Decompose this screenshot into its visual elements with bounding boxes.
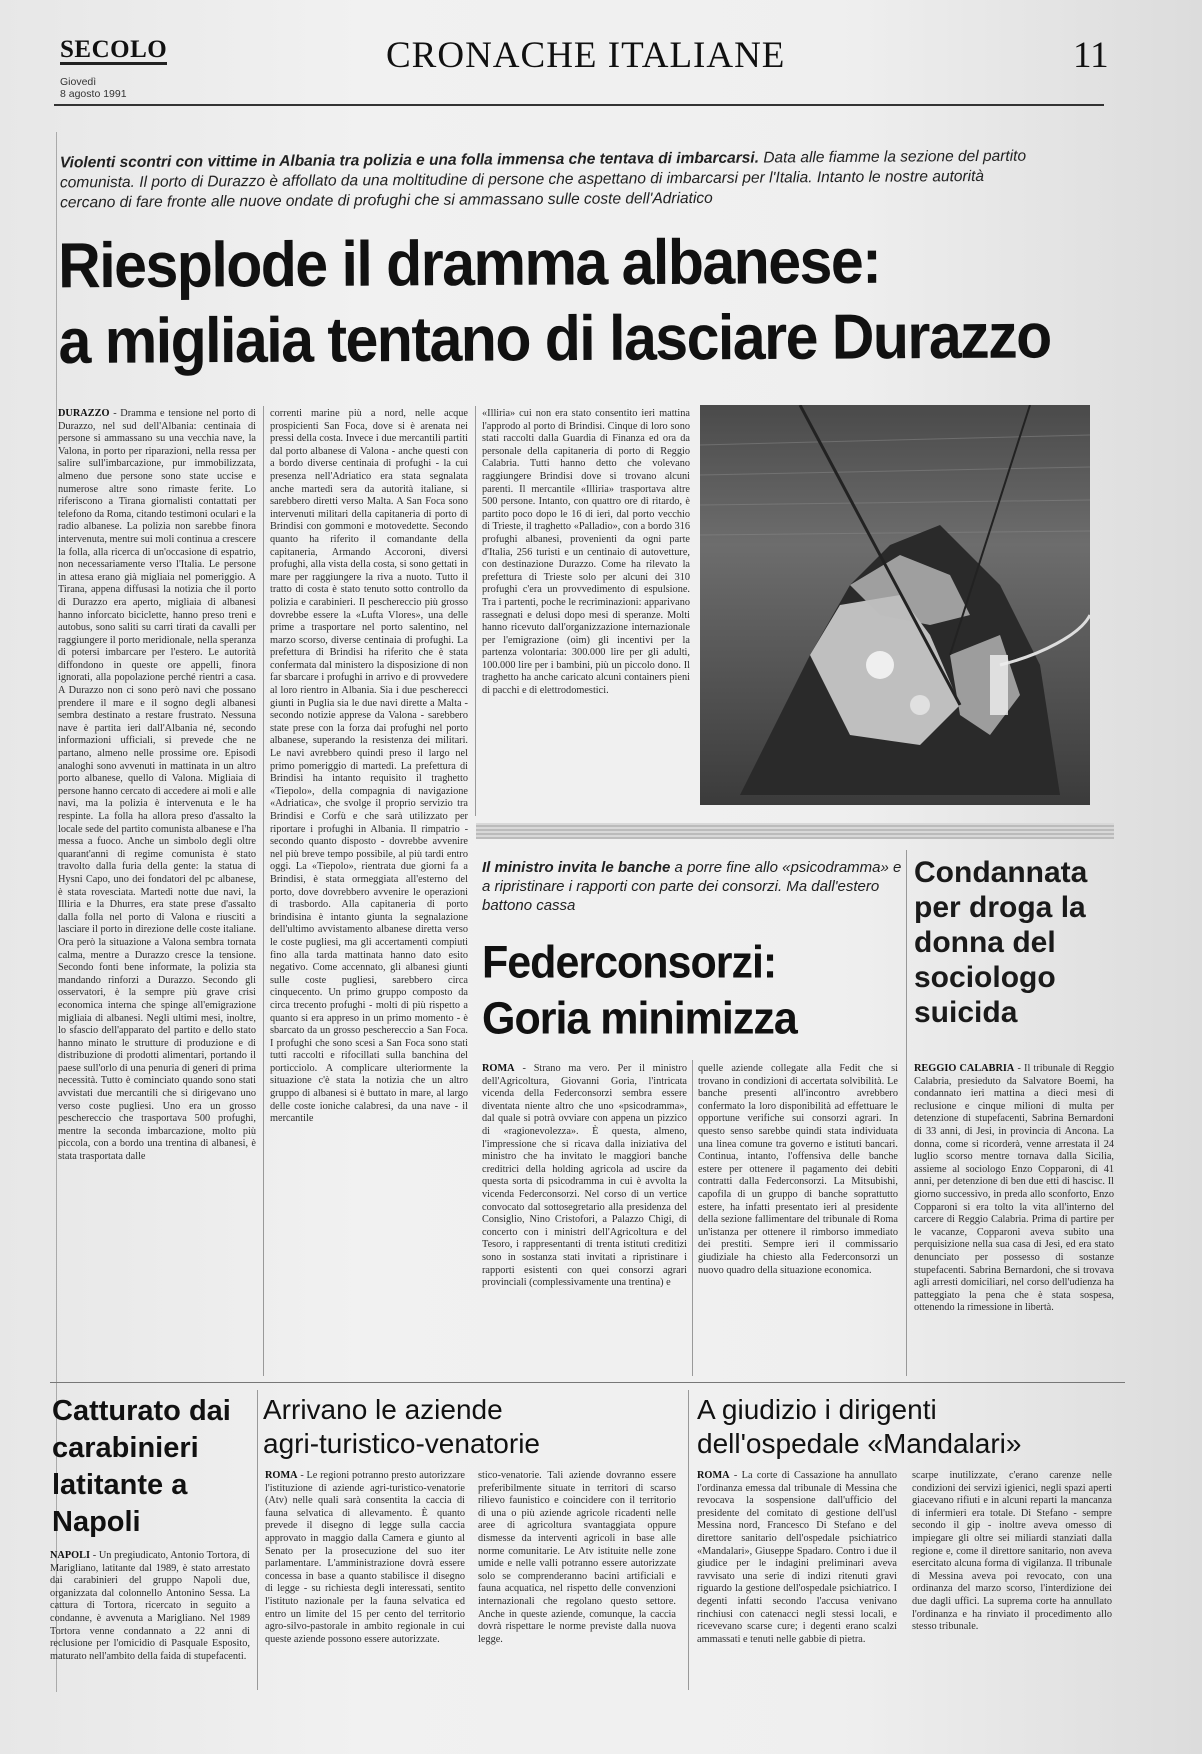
main-article-col3 — [482, 408, 690, 813]
main-col1-text: - Dramma e tensione nel porto di Durazzo, nel sud dell'Albania: centinaia di persone si ammassano su una vecchia nave, la Valona, in porto per riparazioni, nella ressa per salire sull'imbarcazione, pur immobilizzata, almeno due persone sono state uccise e numerose altre sono rimaste ferite. Lo riferiscono a Tirana giornalisti contattati per telefono da Roma, citando testimoni oculari e la radio albanese. La polizia non sarebbe finora intervenuta, mentre sui moli continua a crescere la folla, alla ricerca di un'occasione di espatrio, non necessariamente verso l'Italia. Le persone in attesa erano già migliaia nel pomeriggio. A Tirana, appena diffusasi la notizia che il porto di Durazzo era aperto, migliaia di albanesi hanno inforcato biciclette, hanno preso treni e autobus, sono saliti su carri tirati da cavalli per raggiungere il porto meridionale, nella speranza di potersi imbarcare per l'estero. Le autorità diffondono in queste ore appelli, finora ignorati, alla popolazione perché rientri a casa. A Durazzo non ci sono però navi che possano prendere il mare e il sogno degli albanesi sembra destinato a restare frustrato. Nessuna nave è partita ieri dall'Albania né, secondo informazioni ufficiali, si prevede che ne partano, almeno nelle prossime ore. Episodi analoghi sono avvenuti in mattinata in un altro porto albanese, quello di Valona. Migliaia di persone hanno cercato di accedere ai moli e alle navi, ma la polizia è intervenuta e le ha respinte. La folla ha allora preso d'assalto la locale sede del partito comunista albanese e l'ha messa a fuoco. Anche un simbolo degli oltre quarant'anni di regime comunista è stato travolto dalla furia della gente: la statua di Hysni Capo, uno dei fondatori del pc albanese, è stata rovesciata. Martedì notte due navi, la Illiria e la Dhurres, era state prese d'assalto dalla folla nel porto di Valona e riusciti a lasciare il porto in direzione delle coste italiane. Ora però la situazione a Valona sembra tornata calma, mentre a Durazzo cresce la tensione. Secondo fonti bene informate, la polizia sta mandando rinforzi a Durazzo. Secondo gli osservatori, è la sempre più grave crisi economica interna che spinge all'emigrazione migliaia di albanesi. Negli ultimi mesi, inoltre, lo sfascio dell'apparato del partito e dello stato hanno minato le strutture di produzione e di distribuzione di prodotti alimentari, portando il paese sull'orlo di una penuria di generi di prima necessità. Tutto è cominciato quando sono stati avvistati due mercantili che si dirigevano uno verso coste pugliesi. Uno era un grosso peschereccio che trasportava 500 profughi, mentre la seconda imbarcazione, molto più piccola, con a bordo una trentina di albanesi, è stata trasportata dalle — [58, 408, 256, 1163]
main-article-col2 — [270, 408, 468, 1374]
federconsorzi-kicker — [482, 858, 902, 915]
main-article-col1 — [58, 408, 256, 1374]
mandalari-col2 — [912, 1470, 1112, 1685]
federconsorzi-col2 — [698, 1063, 898, 1375]
federconsorzi-kicker-bold: Il ministro invita le banche — [482, 859, 671, 876]
agrituristiche-dateline: ROMA — [265, 1470, 298, 1481]
federconsorzi-headline — [482, 935, 902, 1047]
mandalari-headline-line2: dell'ospedale «Mandalari» — [697, 1428, 1022, 1459]
condannata-text — [914, 1063, 1114, 1375]
condannata-body: - Il tribunale di Reggio Calabria, presieduto da Salvatore Boemi, ha condannato ieri mattina a dieci mesi di reclusione e cinque milioni di multa per detenzione di stupefacenti, Sabrina Bernardoni di 33 anni, di Jesi, in provincia di Ancona. La donna, come si ricorderà, venne arrestata il 24 luglio scorso mentre tornava dalla Sicilia, assieme al sociologo Enzo Copparoni, di 41 anni, per detenzione di ben due etti di hascisc. Il giorno successivo, in preda allo sconforto, Enzo Copparoni si era tolto la vita all'interno del carcere di Reggio Calabria. Prima di partire per le vacanze, Copparoni aveva subito una perquisizione nella sua casa di Jesi, ed era stato denunciato per possesso di sostanze stupefacenti. Sabrina Bernardoni, che si trovava agli arresti domiciliari, nel corso dell'udienza ha patteggiato la pena che è stata sospesa, ottenendo la rimessione in libertà. — [914, 1063, 1114, 1314]
main-headline-line1: Riesplode il dramma albanese: — [58, 225, 881, 302]
federconsorzi-dateline: ROMA — [482, 1063, 515, 1074]
agrituristiche-headline-line1: Arrivano le aziende — [263, 1394, 503, 1425]
issue-date — [60, 76, 127, 100]
main-col3-text: «Illiria» cui non era stato consentito ieri mattina l'approdo al porto di Brindisi. Cinque di loro sono stati raccolti dalla Guardia di Finanza ed ora da personale della capitaneria di porto di Reggio Calabria. Tutti hanno detto che volevano raggiungere Brindisi dove si trovano alcuni parenti. Il mercantile «Illiria» trasportava altre 500 persone. Intanto, con quattro ore di ritardo, è partito poco dopo le 16 di ieri, dal porto vecchio di Trieste, il traghetto «Palladio», con a bordo 316 profughi albanesi, provenienti da ogni parte d'Italia, 256 turisti e un centinaio di autovetture, con destinazione Durazzo. Come ha rilevato la prefettura di Trieste solo per alcuni dei 310 profughi c'era un provvedimento di espulsione. Tra i partenti, poche le recriminazioni: apparivano rassegnati e delusi dopo mesi di speranze. Molti hanno ricevuto dall'organizzazione internazionale per l'emigrazione (oim) gli incentivi per la partenza volontaria: 300.000 lire per gli adulti, 100.000 lire per i bambini, più un piccolo dono. Il traghetto ha anche caricato alcuni containers pieni di pacchi e di elettrodomestici. — [482, 408, 690, 697]
agrituristiche-headline-line2: agri-turistico-venatorie — [263, 1428, 540, 1459]
column-rule — [906, 850, 907, 1376]
main-kicker — [60, 147, 1040, 214]
mandalari-headline-line1: A giudizio i dirigenti — [697, 1394, 937, 1425]
federconsorzi-kicker-rest: a porre fine allo «psicodramma» e a ripristinare i rapporti con parte dei consorzi. Ma dall'estero battono cassa — [482, 859, 902, 914]
condannata-headline: Condannata per droga la donna del sociologo suicida — [914, 856, 1088, 1029]
column-rule — [263, 406, 264, 1376]
federconsorzi-col2-text: quelle aziende collegate alla Fedit che si trovano in condizioni di accertata solvibilità. Le banche presenti all'incontro avrebbero confermato la loro disponibilità ad effettuare le opportune verifiche sui consorzi agrari. In questo senso sarebbe quindi stata individuata una linea comune tra governo e istituti bancari. Continua, intanto, l'offensiva delle banche estere per ottenere il pagamento dei debiti contratti dalla Federconsorzi. La Mitsubishi, capofila di un gruppo di banche soprattutto estere, ha infatti presentato ieri al presidente della sezione fallimentare del tribunale di Roma un'istanza per ottenere il rimborso immediato dei prestiti. Sempre ieri il commissario giudiziale ha chiesto alla Federconsorzi un nuovo quadro della situazione economica. — [698, 1063, 898, 1276]
column-rule — [688, 1390, 689, 1690]
column-rule — [475, 406, 476, 816]
federconsorzi-col1 — [482, 1063, 687, 1375]
main-kicker-bold: Violenti scontri con vittime in Albania tra polizia e una folla immensa che tentava di imbarcarsi. — [59, 149, 760, 172]
issue-day: Giovedì — [60, 76, 97, 88]
condannata-dateline: REGGIO CALABRIA — [914, 1063, 1015, 1074]
catturato-body: - Un pregiudicato, Antonio Tortora, di Marigliano, latitante dal 1989, è stato arrestato dai carabinieri del gruppo Napoli due, organizzata dal colonnello Antonino Sessa. La cattura di Tortora, ricercato in seguito a condanne, è avvenuta a Marigliano. Nel 1989 Tortora venne condannato a 22 anni di reclusione per l'omicidio di Pasquale Esposito, maturato nell'ambito della faida di stupefacenti. — [50, 1550, 250, 1662]
bottom-band-rule — [50, 1382, 1125, 1383]
page-number: 11 — [1073, 35, 1109, 76]
catturato-dateline: NAPOLI — [50, 1550, 91, 1561]
catturato-headline: Catturato dai carabinieri latitante a Napoli — [52, 1395, 231, 1538]
main-dateline: DURAZZO — [58, 408, 110, 419]
masthead-rule — [54, 104, 1104, 106]
column-rule — [257, 1390, 258, 1690]
main-col2-text: correnti marine più a nord, nelle acque prospicienti San Foca, dove si è arenata nei pressi della costa. Invece i due mercantili partiti dal porto albanese di Valona - anche questi con a bordo diverse centinaia di profughi - la cui presenza nell'Adriatico era stata segnalata anche martedì sera da autorità italiane, si sarebbero diretti verso Malta. A San Foca sono intervenuti militari della capitaneria di porto di Brindisi con gommoni e motovedette. Secondo quanto ha riferito il comandante della capitaneria, Armando Accoroni, diversi profughi, alla vista della costa, si sono gettati in mare per raggiungere la riva a nuoto. Tutto il tratto di costa è stato tenuto sotto controllo da polizia e carabinieri. Il peschereccio più grosso dovrebbe essere la «Lufta Vlores», una delle prime a trasportare nel porto salentino, nel marzo scorso, diverse centinaia di profughi. La prefettura di Brindisi ha riferito che è stata confermata dal ministero la disposizione di non far sbarcare i profughi in arrivo e di provvedere al loro rientro in Albania. Sia i due pescherecci giunti in Puglia sia le due navi dirette a Malta - secondo notizie apprese da Valona - sarebbero state prese con la forza dai profughi nel porto albanese, superando la resistenza dei militari. Le navi avrebbero quindi preso il largo nel primo pomeriggio di martedì. La prefettura di Brindisi ha intanto requisito il traghetto «Tiepolo», della compagnia di navigazione «Adriatica», che svolge il proprio servizio tra Brindisi e Corfù e che sarà utilizzato per riportare i profughi in Albania. Il rimpatrio - secondo quanto disposto - dovrebbe avvenire nel più breve tempo possibile, al più tardi entro oggi. La «Tiepolo», rientrata due giorni fa a Brindisi, è stata ormeggiata all'esterno del porto, dove dovrebbero avvenire le operazioni di trasbordo. Alla capitaneria di porto brindisina è intanto giunta la segnalazione dell'ultimo avvistamento albanese diretta verso le coste pugliesi, ma gli accertamenti compiuti fino alla tarda mattinata hanno dato esito negativo. Come accennato, gli albanesi giunti sulle coste pugliesi, sarebbero circa cinquecento. Un primo gruppo composto da circa trecento profughi - molti di più rispetto a quanto si era appreso in un primo momento - è sbarcato da un grosso peschereccio a San Foca. I profughi che sono scesi a San Foca sono stati tutti raccolti e rifocillati sulla banchina del porticciolo. A complicare ulteriormente la situazione c'è stata la notizia che un altro gruppo di albanesi si è buttato in mare, al largo delle coste ioniche calabresi, da una nave - il mercantile — [270, 408, 468, 1125]
photo-image — [700, 405, 1090, 805]
mandalari-col2-text: scarpe inutilizzate, c'erano carenze nelle condizioni dei servizi igienici, negli spazi aperti giacevano rifiuti e in alcuni reparti la mancanza di infermieri era totale. Di Stefano - sempre secondo il gip - inoltre aveva omesso di impiegare gli oltre sei miliardi stanziati dalla regione e, come il direttore sanitario, non aveva esercitato alcuna forma di vigilanza. Il tribunale di Messina aveva poi revocato, con una ordinanza del marzo scorso, l'interdizione dei due dagli uffici. La suprema corte ha annullato l'ordinanza e ha rinviato il procedimento allo stesso tribunale. — [912, 1470, 1112, 1633]
agrituristiche-col1 — [265, 1470, 465, 1685]
issue-date-text: 8 agosto 1991 — [60, 88, 127, 100]
mandalari-dateline: ROMA — [697, 1470, 730, 1481]
federconsorzi-headline-line2: Goria minimizza — [482, 993, 797, 1045]
agrituristiche-col2-text: stico-venatorie. Tali aziende dovranno essere preferibilmente situate in territori di scarso rilievo faunistico e coincidere con il territorio di una o più aziende agricole ricadenti nelle aree di agricoltura svantaggiata oppure dismesse da interventi agricoli in base alle norme comunitarie. Le Atv istituite nelle zone umide e nelle valli potranno essere autorizzate solo se comprenderanno bacini artificiali e fauna acquatica, nel rispetto delle convenzioni internazionali che regolano questo settore. Anche in queste aziende, comunque, la caccia dovrà rispettare le norme previste dalla nuova legge. — [478, 1470, 676, 1645]
agrituristiche-col1-text: - Le regioni potranno presto autorizzare l'istituzione di aziende agri-turistico-venatorie (Atv) nelle quali sarà consentita la caccia di fauna selvatica di allevamento. È quanto prevede il disegno di legge sulla caccia approvato in maggio dalla Camera e giunto al Senato per la prosecuzione del suo iter parlamentare. L'amministrazione dovrà essere concessa in base a quanto stabilisce il disegno di legge - su richiesta degli interessati, sentito l'istituto nazionale per la fauna selvatica ed entro un limite del 15 per cento del territorio agro-silvo-pastorale in ambito regionale in cui queste aziende possono essere autorizzate. — [265, 1470, 465, 1645]
mandalari-headline — [697, 1393, 1117, 1461]
catturato-text — [50, 1550, 250, 1685]
federconsorzi-col1-text: - Strano ma vero. Per il ministro dell'Agricoltura, Giovanni Goria, l'intricata vicenda della Federconsorzi sembra essere diventata niente altro che uno «psicodramma», dal quale si potrà ovviare con appena un pizzico di «ragionevolezza». È questa, almeno, l'impressione che si ricava dalla iniziativa del ministro che ha invitato le maggiori banche creditrici della holding agricola ad uscire da questa sorta di psicodramma in cui è avvolta la vicenda Federconsorzi. Nel corso di un vertice convocato dal sottosegretario alla presidenza del Consiglio, Nino Cristofori, a Palazzo Chigi, di concerto con i ministri dell'Agricoltura e del Tesoro, i rappresentanti di trenta istituti creditizi sono in sostanza stati invitati a ripristinare i rapporti esistenti con quei consorzi agrari provinciali (complessivamente una trentina) e — [482, 1063, 687, 1289]
federconsorzi-headline-line1: Federconsorzi: — [482, 937, 777, 988]
main-kicker-rest: Data alle fiamme la sezione del partito comunista. Il porto di Durazzo è affollato da una moltitudine di persone che aspettano di imbarcarsi per l'Italia. Intanto le nostre autorità cercano di fare fronte alle nuove ondate di profughi che si ammassano sulle coste dell'Adriatico — [59, 147, 1027, 212]
mandalari-col1 — [697, 1470, 897, 1685]
separator-bar — [476, 823, 1114, 839]
newspaper-logo: SECOLO — [60, 36, 168, 63]
news-photo — [700, 405, 1090, 805]
main-headline — [58, 222, 1119, 379]
agrituristiche-headline — [263, 1393, 663, 1461]
mandalari-col1-text: - La corte di Cassazione ha annullato l'ordinanza emessa dal tribunale di Messina che revocava la sospensione dall'ufficio del presidente del comitato di gestione dell'usl Messina nord, Francesco Di Stefano e del direttore sanitario dell'ospedale psichiatrico «Mandalari», Giuseppe Spadaro. Contro i due il giudice per le indagini preliminari aveva ravvisato una serie di indizi ritenuti gravi riguardo la gestione dell'ospedale psichiatrico. I degenti infatti secondo l'accusa venivano rinchiusi con catenacci negli stessi locali, e ricevevano scarse cure; i degenti erano scalzi ammassati e tenuti nelle gabbie di pietra. — [697, 1470, 897, 1645]
main-headline-line2: a migliaia tentano di lasciare Durazzo — [58, 300, 1051, 378]
column-rule — [692, 1060, 693, 1376]
section-title: CRONACHE ITALIANE — [386, 35, 786, 76]
agrituristiche-col2 — [478, 1470, 676, 1685]
